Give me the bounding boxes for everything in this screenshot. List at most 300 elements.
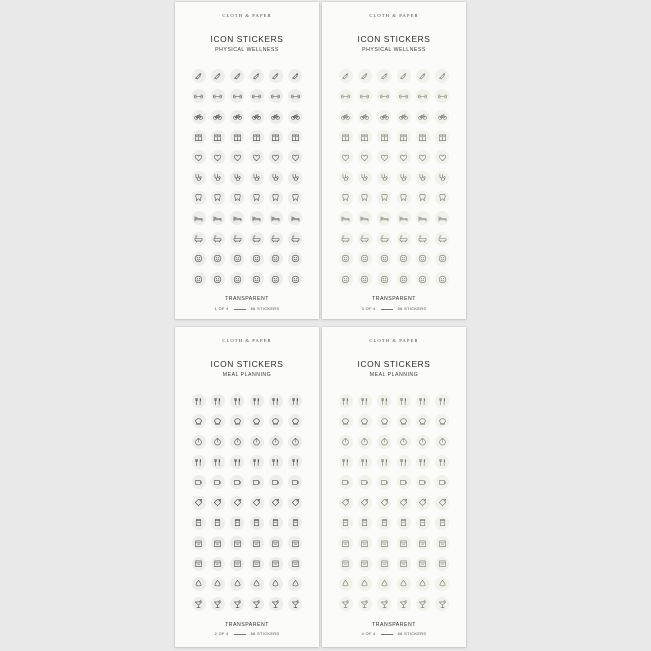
jar-icon — [271, 518, 280, 527]
stethoscope-icon — [271, 173, 280, 182]
utensils-icon — [399, 458, 408, 467]
bed-icon — [380, 214, 389, 223]
sticker — [286, 208, 305, 228]
book-icon — [399, 133, 408, 142]
sticker — [286, 167, 305, 187]
bed-icon — [271, 214, 280, 223]
sticker-circle — [211, 150, 225, 164]
sticker — [336, 432, 355, 452]
sticker-circle — [377, 557, 391, 571]
sticker-circle — [250, 496, 264, 510]
sticker — [266, 411, 285, 431]
sticker — [394, 574, 413, 594]
sticker — [433, 167, 452, 187]
sticker — [189, 269, 208, 289]
drop-icon — [360, 579, 369, 588]
sticker — [286, 553, 305, 573]
sticker-circle — [192, 394, 206, 408]
sticker-count: 66 STICKERS — [397, 632, 427, 636]
sticker — [266, 249, 285, 269]
sticker-circle — [339, 435, 353, 449]
tag-icon — [360, 498, 369, 507]
icon-grid — [189, 391, 305, 614]
drop-icon — [399, 579, 408, 588]
sticker — [355, 107, 374, 127]
book-icon — [438, 133, 447, 142]
sticker-sheet-1 — [175, 2, 319, 319]
sticker-circle — [397, 536, 411, 550]
sticker — [433, 513, 452, 533]
divider — [381, 634, 393, 635]
sticker — [375, 269, 394, 289]
sticker-circle — [211, 536, 225, 550]
sticker-circle — [397, 475, 411, 489]
sticker — [247, 553, 266, 573]
sticker — [375, 127, 394, 147]
sticker-circle — [358, 414, 372, 428]
sheet-footer — [175, 632, 319, 636]
sticker-circle — [269, 435, 283, 449]
sticker-circle — [416, 414, 430, 428]
sticker — [189, 107, 208, 127]
sticker — [208, 594, 227, 614]
dumbbell-icon — [399, 92, 408, 101]
mug-icon — [213, 478, 222, 487]
brand-logo: CLOTH & PAPER — [369, 338, 419, 343]
brand-logo: CLOTH & PAPER — [222, 338, 272, 343]
utensils-icon — [252, 458, 261, 467]
sticker-circle — [435, 232, 449, 246]
sticker — [266, 208, 285, 228]
sticker — [266, 107, 285, 127]
sticker — [189, 167, 208, 187]
sticker-circle — [416, 211, 430, 225]
sticker-circle — [230, 89, 244, 103]
sticker-circle — [377, 232, 391, 246]
sticker-circle — [230, 496, 244, 510]
sheet-variant: TRANSPARENT — [225, 622, 269, 628]
sticker-circle — [192, 171, 206, 185]
sticker-circle — [397, 130, 411, 144]
sticker-circle — [416, 252, 430, 266]
sticker — [394, 533, 413, 553]
sticker-circle — [397, 435, 411, 449]
chef-hat-icon — [360, 417, 369, 426]
sticker-circle — [192, 496, 206, 510]
sticker-circle — [339, 475, 353, 489]
sticker — [355, 492, 374, 512]
sticker — [433, 66, 452, 86]
bicycle-icon — [271, 112, 280, 121]
chef-hat-icon — [271, 417, 280, 426]
stethoscope-icon — [438, 173, 447, 182]
sticker — [355, 127, 374, 147]
sticker-circle — [358, 496, 372, 510]
utensils-icon — [360, 458, 369, 467]
bathtub-icon — [194, 234, 203, 243]
utensils-icon — [271, 397, 280, 406]
sticker — [413, 269, 432, 289]
tag-icon — [418, 498, 427, 507]
sticker-circle — [269, 232, 283, 246]
sticker-circle — [230, 69, 244, 83]
smiley-icon — [252, 275, 261, 284]
sticker — [433, 492, 452, 512]
bicycle-icon — [380, 112, 389, 121]
sticker-circle — [358, 110, 372, 124]
tooth-icon — [194, 193, 203, 202]
sticker — [208, 249, 227, 269]
sticker-circle — [377, 516, 391, 530]
smiley-icon — [399, 254, 408, 263]
stethoscope-icon — [380, 173, 389, 182]
sticker — [413, 594, 432, 614]
sticker — [247, 249, 266, 269]
sticker — [394, 86, 413, 106]
sticker-circle — [358, 272, 372, 286]
sticker-circle — [288, 475, 302, 489]
sticker-circle — [377, 496, 391, 510]
sticker-circle — [288, 232, 302, 246]
sticker — [189, 432, 208, 452]
sticker-circle — [269, 536, 283, 550]
timer-icon — [194, 437, 203, 446]
mug-icon — [291, 478, 300, 487]
sticker-circle — [250, 516, 264, 530]
smiley-icon — [213, 275, 222, 284]
utensils-icon — [341, 397, 350, 406]
sticker — [286, 127, 305, 147]
sticker — [375, 472, 394, 492]
box-icon — [341, 559, 350, 568]
sticker — [413, 188, 432, 208]
sticker-circle — [358, 69, 372, 83]
box-icon — [194, 559, 203, 568]
sticker-circle — [269, 455, 283, 469]
bed-icon — [194, 214, 203, 223]
brand-logo: CLOTH & PAPER — [369, 13, 419, 18]
sticker — [228, 533, 247, 553]
smiley-icon — [360, 254, 369, 263]
sticker — [247, 147, 266, 167]
sticker — [266, 492, 285, 512]
sticker-circle — [250, 557, 264, 571]
sticker — [208, 472, 227, 492]
sticker — [433, 432, 452, 452]
sheet-variant: TRANSPARENT — [372, 622, 416, 628]
sticker — [189, 127, 208, 147]
utensils-icon — [213, 397, 222, 406]
sheet-footer — [322, 632, 466, 636]
sticker — [394, 391, 413, 411]
sticker-circle — [435, 516, 449, 530]
sticker — [247, 167, 266, 187]
sticker-circle — [269, 557, 283, 571]
sheet-title: ICON STICKERS — [210, 34, 284, 44]
cocktail-icon — [341, 600, 350, 609]
sticker — [394, 492, 413, 512]
sticker-circle — [211, 211, 225, 225]
sticker-circle — [377, 272, 391, 286]
tooth-icon — [418, 193, 427, 202]
sticker-circle — [339, 496, 353, 510]
sticker — [355, 228, 374, 248]
sticker-circle — [397, 394, 411, 408]
sticker-circle — [339, 252, 353, 266]
sticker-circle — [358, 191, 372, 205]
sticker — [286, 411, 305, 431]
sticker — [228, 492, 247, 512]
dumbbell-icon — [360, 92, 369, 101]
chef-hat-icon — [194, 417, 203, 426]
sticker — [394, 249, 413, 269]
bathtub-icon — [341, 234, 350, 243]
sticker-circle — [397, 211, 411, 225]
jar-icon — [194, 518, 203, 527]
sticker-circle — [230, 171, 244, 185]
sticker-circle — [339, 130, 353, 144]
sticker — [413, 513, 432, 533]
sticker-circle — [192, 150, 206, 164]
sticker — [189, 472, 208, 492]
sticker-circle — [358, 171, 372, 185]
book-icon — [213, 133, 222, 142]
cocktail-icon — [252, 600, 261, 609]
sticker — [336, 391, 355, 411]
bicycle-icon — [360, 112, 369, 121]
book-icon — [194, 133, 203, 142]
sticker — [286, 594, 305, 614]
sticker — [413, 107, 432, 127]
stethoscope-icon — [291, 173, 300, 182]
sticker — [189, 66, 208, 86]
bathtub-icon — [213, 234, 222, 243]
sticker — [266, 269, 285, 289]
drop-icon — [213, 579, 222, 588]
jar-icon — [380, 518, 389, 527]
sticker — [266, 533, 285, 553]
sticker-circle — [288, 89, 302, 103]
dumbbell-icon — [341, 92, 350, 101]
sticker — [266, 513, 285, 533]
smiley-icon — [418, 254, 427, 263]
page-indicator: 3 OF 4 — [361, 307, 376, 311]
syringe-icon — [341, 72, 350, 81]
sheet-title: ICON STICKERS — [210, 359, 284, 369]
sticker — [336, 411, 355, 431]
sticker-circle — [250, 394, 264, 408]
sticker — [375, 167, 394, 187]
utensils-icon — [213, 458, 222, 467]
sticker — [336, 574, 355, 594]
sticker-circle — [250, 171, 264, 185]
sticker — [247, 492, 266, 512]
box-icon — [252, 559, 261, 568]
sticker-circle — [269, 191, 283, 205]
sticker-circle — [230, 536, 244, 550]
box-icon — [399, 539, 408, 548]
sticker-circle — [192, 414, 206, 428]
smiley-icon — [399, 275, 408, 284]
timer-icon — [418, 437, 427, 446]
sticker-circle — [435, 455, 449, 469]
box-icon — [380, 559, 389, 568]
chef-hat-icon — [380, 417, 389, 426]
sticker-circle — [250, 577, 264, 591]
sticker-circle — [416, 536, 430, 550]
sticker — [355, 66, 374, 86]
sticker — [286, 66, 305, 86]
dumbbell-icon — [252, 92, 261, 101]
sticker-circle — [288, 516, 302, 530]
drop-icon — [341, 579, 350, 588]
sticker-circle — [211, 191, 225, 205]
sticker-circle — [416, 577, 430, 591]
sticker — [247, 269, 266, 289]
syringe-icon — [252, 72, 261, 81]
sticker — [394, 188, 413, 208]
syringe-icon — [360, 72, 369, 81]
sticker-sheet-4 — [322, 327, 466, 647]
timer-icon — [213, 437, 222, 446]
sticker-circle — [358, 89, 372, 103]
sticker-circle — [288, 69, 302, 83]
sticker — [355, 86, 374, 106]
sticker-circle — [377, 130, 391, 144]
sticker-circle — [230, 272, 244, 286]
sticker — [228, 411, 247, 431]
sticker-circle — [269, 516, 283, 530]
sticker — [228, 269, 247, 289]
sticker — [228, 167, 247, 187]
sticker-circle — [358, 150, 372, 164]
utensils-icon — [291, 397, 300, 406]
sticker — [394, 472, 413, 492]
dumbbell-icon — [213, 92, 222, 101]
utensils-icon — [380, 458, 389, 467]
sticker — [286, 432, 305, 452]
sticker — [433, 86, 452, 106]
sticker — [336, 452, 355, 472]
smiley-icon — [194, 275, 203, 284]
mug-icon — [271, 478, 280, 487]
cocktail-icon — [271, 600, 280, 609]
stethoscope-icon — [252, 173, 261, 182]
divider — [381, 309, 393, 310]
bicycle-icon — [399, 112, 408, 121]
sticker-circle — [397, 414, 411, 428]
sticker-circle — [416, 191, 430, 205]
sticker — [433, 411, 452, 431]
sticker — [208, 167, 227, 187]
sticker — [355, 432, 374, 452]
sticker-circle — [339, 414, 353, 428]
chef-hat-icon — [418, 417, 427, 426]
sticker — [208, 86, 227, 106]
sticker — [336, 594, 355, 614]
sticker — [208, 452, 227, 472]
bed-icon — [438, 214, 447, 223]
smiley-icon — [291, 275, 300, 284]
timer-icon — [360, 437, 369, 446]
sticker — [336, 188, 355, 208]
dumbbell-icon — [380, 92, 389, 101]
utensils-icon — [233, 458, 242, 467]
sticker — [413, 66, 432, 86]
stethoscope-icon — [399, 173, 408, 182]
bathtub-icon — [438, 234, 447, 243]
sticker — [228, 594, 247, 614]
box-icon — [360, 559, 369, 568]
jar-icon — [360, 518, 369, 527]
sticker-circle — [288, 191, 302, 205]
sticker — [228, 472, 247, 492]
utensils-icon — [418, 397, 427, 406]
sticker-circle — [250, 191, 264, 205]
sticker-circle — [397, 69, 411, 83]
syringe-icon — [271, 72, 280, 81]
sticker-circle — [377, 455, 391, 469]
sticker — [286, 533, 305, 553]
syringe-icon — [194, 72, 203, 81]
sticker — [355, 594, 374, 614]
sticker-circle — [211, 130, 225, 144]
sticker-circle — [339, 232, 353, 246]
mug-icon — [438, 478, 447, 487]
sticker-circle — [211, 475, 225, 489]
sticker-circle — [230, 597, 244, 611]
sticker-circle — [211, 394, 225, 408]
bed-icon — [399, 214, 408, 223]
sticker — [433, 533, 452, 553]
sticker — [413, 411, 432, 431]
sticker-circle — [358, 536, 372, 550]
sticker-circle — [416, 516, 430, 530]
sticker-circle — [269, 394, 283, 408]
utensils-icon — [194, 458, 203, 467]
chef-hat-icon — [399, 417, 408, 426]
sticker-circle — [416, 557, 430, 571]
sticker — [375, 492, 394, 512]
sticker-circle — [250, 435, 264, 449]
utensils-icon — [291, 458, 300, 467]
sticker-circle — [416, 394, 430, 408]
smiley-icon — [438, 275, 447, 284]
syringe-icon — [418, 72, 427, 81]
timer-icon — [438, 437, 447, 446]
dumbbell-icon — [271, 92, 280, 101]
sticker — [286, 188, 305, 208]
sticker-circle — [288, 414, 302, 428]
book-icon — [418, 133, 427, 142]
box-icon — [438, 559, 447, 568]
book-icon — [252, 133, 261, 142]
sticker — [247, 188, 266, 208]
tooth-icon — [438, 193, 447, 202]
sticker — [394, 594, 413, 614]
sticker — [286, 86, 305, 106]
sticker — [266, 86, 285, 106]
sticker-circle — [377, 171, 391, 185]
drop-icon — [271, 579, 280, 588]
sticker — [355, 391, 374, 411]
sticker-circle — [416, 455, 430, 469]
sticker — [189, 452, 208, 472]
sticker-circle — [377, 577, 391, 591]
sticker — [189, 228, 208, 248]
sticker-circle — [377, 475, 391, 489]
tooth-icon — [233, 193, 242, 202]
